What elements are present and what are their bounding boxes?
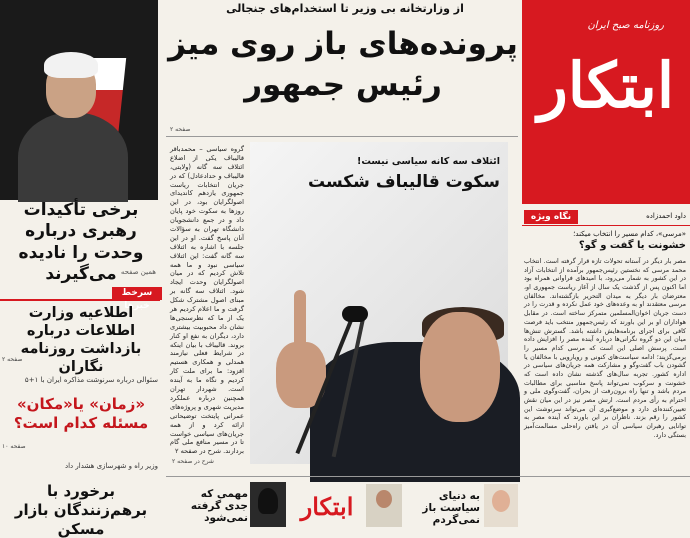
- article-body: مصر بار دیگر در آستانه تحولات تازه قرار گرفته است. انتخاب محمد مرسی که نخستین رئیس‌جمهور برآمده از انتخابات آزاد در این کشور به شمار می‌رود، با امیدهای فراوانی همراه بود اما اکنون پس از گذشت یک سال از آغاز ریاست جمهوری او، معترضان بار دیگر به میدان التحریر بازگشته‌اند. مخالفان مرسی معتقدند او به وعده‌های خود عمل نکرده و قدرت را در دست جریان اخوان‌المسلمین متمرکز ساخته است. در مقابل هواداران او بر این باورند که رئیس‌جمهور منتخب باید فرصت کافی برای اجرای برنامه‌هایش داشته باشد. گسترش تنش‌ها میان این دو گروه نگرانی‌ها درباره آینده مصر را افزایش داده است. پرسش اصلی این است که مرسی کدام مسیر را برمی‌گزیند؛ ادامه سیاست‌های کنونی و رویارویی با مخالفان یا گشودن باب گفت‌وگو و مشارکت همه جریان‌های سیاسی در اداره کشور. تجربه سال‌های گذشته نشان داده است که خشونت و سرکوب نمی‌تواند پاسخ مناسبی برای مطالبات مردم باشد و تنها راه برون‌رفت از بحران، گفت‌وگوی ملی و احترام به رأی مردم است. ارتش مصر نیز در این میان نقش تعیین‌کننده‌ای دارد و موضع‌گیری آن می‌تواند سرنوشت این کشور را رقم بزند. ناظران بر این باورند که آینده مصر به توانایی رهبران سیاسی آن در یافتن راه‌حلی مسالمت‌آمیز بستگی دارد.: [524, 258, 686, 439]
- news-box-rule: [0, 299, 160, 301]
- news-item-2-headline[interactable]: «زمان» یا«مکان» مسئله کدام است؟: [13, 395, 149, 432]
- photo-figure-face: [420, 312, 500, 422]
- article-author: داود احمدزاده: [646, 212, 686, 220]
- bottom-item-2-headline[interactable]: به دنیای سیاست باز نمی‌گردم: [422, 490, 480, 526]
- article-headline[interactable]: خشونت یا گفت و گو؟: [578, 240, 686, 251]
- top-left-page-ref: همین صفحه: [120, 268, 156, 276]
- bottom-logo: ابتکار: [300, 492, 354, 521]
- news-item-3-headline[interactable]: برخورد با برهم‌زنندگان بازار مسکن: [14, 482, 148, 538]
- divider: [522, 225, 690, 226]
- top-left-photo: [0, 0, 158, 200]
- side-column-text: گروه سیاسی – محمدباقر قالیباف یکی از اضلاع ائتلاف سه گانه (ولایتی، قالیباف و حدادعادل) که در جریان انتخابات ریاست جمهوری یازدهم کاندیدای اصولگرایان بود، در این روزها به سکوت خود پایان داد و در جمع دانشجویان دانشگاه تهران به سؤالات آنان پاسخ گفت. او در این جلسه با اشاره به ائتلاف سه گانه گفت: این ائتلاف سیاسی نبود و ما همه تلاش کردیم که در میان اصولگرایان وحدت ایجاد شود. ائتلاف سه گانه بر مبنای اصول مشترک شکل گرفت و ما اعلام کردیم هر یک از ما که نظرسنجی‌ها نشان داد محبوبیت بیشتری دارد، دیگران به نفع او کنار بروند. قالیباف با بیان اینکه در شرایط فعلی نیازمند همدلی و همکاری هستیم افزود: ما برای ملت کار کردیم و نگاه ما به آینده است. شهردار تهران همچنین درباره عملکرد مدیریت شهری و پروژه‌های عمرانی پایتخت توضیحاتی ارائه کرد و از همه جریان‌های سیاسی خواست تا در مسیر منافع ملی گام بردارند. شرح در صفحه ۲: [170, 145, 244, 456]
- photo-kicker: ائتلاف سه کانه سیاسی نیست!: [357, 156, 500, 167]
- top-left-headline[interactable]: برخی تأکیدات رهبری درباره وحدت را نادیده می‌گیرند: [18, 200, 144, 284]
- masthead: [522, 0, 690, 204]
- news-item-2-kicker: سئوالی درباره سرنوشت مذاکره ایران با ۱+۵: [24, 376, 158, 384]
- news-item-1-headline[interactable]: اطلاعیه وزارت اطلاعات درباره بازداشت روزنامه نگاران: [20, 305, 142, 376]
- main-kicker: از وزارتخانه بی وزیر تا استخدام‌های جنجالی: [226, 2, 464, 15]
- main-headline[interactable]: پرونده‌های باز روی میز رئیس جمهور: [168, 26, 518, 103]
- bottom-item-1-headline[interactable]: مهمی که جدی گرفته نمی‌شود: [190, 488, 248, 524]
- news-item-2-page: صفحه ۱۰: [2, 443, 26, 450]
- newspaper-logo[interactable]: ابتکار: [537, 49, 675, 122]
- bottom-item-1-thumbnail: [250, 482, 286, 527]
- special-view-tag: نگاه ویژه: [524, 210, 578, 224]
- article-kicker: «مرسی»، کدام مسیر را انتخاب میکند؛: [573, 230, 686, 238]
- photo-figure-finger: [294, 290, 306, 348]
- photo-figure-turban: [44, 52, 98, 78]
- microphone-head-icon: [342, 306, 368, 322]
- masthead-tagline: روزنامه صبح ایران: [587, 20, 664, 31]
- main-headline-page: صفحه ۲: [170, 126, 191, 133]
- photo-headline[interactable]: سکوت قالیباف شکست: [308, 172, 500, 192]
- bottom-item-2-thumbnail: [366, 484, 402, 527]
- photo-figure-robe: [18, 112, 128, 202]
- side-column-page: شرح در صفحه ۲: [172, 458, 214, 465]
- bottom-item-3-thumbnail: [484, 484, 518, 527]
- thumbnail-figure: [376, 490, 392, 508]
- news-item-3-kicker: وزیر راه و شهرسازی هشدار داد: [65, 462, 158, 470]
- news-item-1-page: صفحه ۲: [2, 356, 23, 363]
- divider: [166, 476, 690, 477]
- thumbnail-figure: [258, 488, 278, 514]
- thumbnail-figure: [492, 490, 510, 512]
- divider: [166, 136, 518, 137]
- news-box-label: سرخط خبرها: [112, 287, 162, 300]
